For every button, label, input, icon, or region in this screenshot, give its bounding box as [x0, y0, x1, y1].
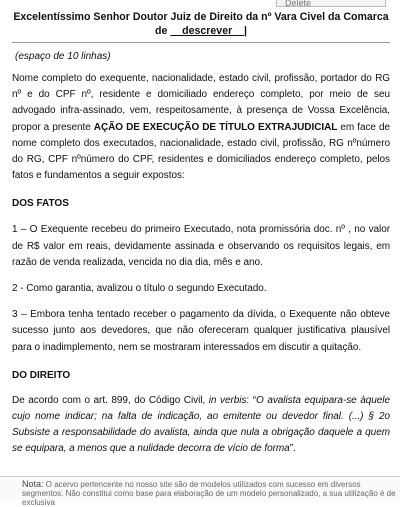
- delete-button[interactable]: Delete: [276, 0, 386, 7]
- intro-text-end: em face de nome completo dos executados, nacionalidade, estado civil, profissão, RG nºnúmero do RG, CPF nºnúmero do CPF, residentes e domiciliados endereço completo, pelos fatos e fundamentos a seguir expostos:: [12, 121, 391, 182]
- intro-paragraph: [12, 71, 390, 184]
- footer-note-text: O acervo pertencente no nosso site são de modelos utilizados com sucesso em diversos segmentos. Não constitui como base para elaboração de um modelo personalizado, a sua utilização é de exclusiva: [22, 480, 396, 507]
- action-title: AÇÃO DE EXECUÇÃO DE TÍTULO EXTRAJUDICIAL: [93, 121, 338, 133]
- space-note: (espaço de 10 linhas): [15, 51, 111, 62]
- heading-pipe: |: [244, 25, 247, 37]
- fact-3-paragraph: 3 – Embora tenha tentado receber o pagamento da dívida, o Exequente não obteve sucesso junto aos devedores, que não ofereceram qualquer justificativa plausível para o inadimplemento, nem se mostraram interessados em discutir a quitação.: [12, 309, 390, 353]
- intro-text-start: Nome completo do exequente, nacionalidade, estado civil, profissão, portador do RG nº e do CPF nº, residente e domiciliado endereço completo, por meio de seu advogado infra-assinado, vem, respeitosamente, à presença de Vossa Excelência, propor a presente: [12, 73, 390, 133]
- document-page: [12, 10, 390, 458]
- law-in-verbis: in verbis: [208, 394, 247, 406]
- section-law-heading: DO DIREITO: [12, 369, 71, 381]
- law-quote-close: ”.: [289, 443, 296, 455]
- footer-note: [0, 476, 400, 507]
- fact-2-paragraph: 2 - Como garantia, avalizou o título o segundo Executado.: [12, 283, 267, 295]
- law-quote-open: : “: [246, 394, 257, 406]
- law-quotation: O avalista equipara-se àquele cujo nome indicar; na falta de indicação, ao emitente ou devedor final. (...) § 2o Subsiste a responsabilidade do avalista, ainda que nula a obrigação daquele a quem se equipara, a menos que a nulidade decorra de vício de forma: [12, 394, 390, 455]
- fact-1-paragraph: 1 – O Exequente recebeu do primeiro Executado, nota promissória doc. nº , no valor de R$ valor em reais, devidamente assinada e observando os requisitos legais, em razão de venda realizada, vencida no dia dia, mês e ano.: [12, 224, 390, 268]
- law-paragraph: [12, 393, 390, 458]
- heading-line: Excelentíssimo Senhor Doutor Juiz de Direito da nº Vara Civel da Comarca de: [13, 11, 389, 37]
- section-facts-heading: DOS FATOS: [12, 198, 69, 210]
- law-text-start: De acordo com o art. 899, do Código Civil,: [12, 394, 209, 406]
- footer-note-label: Nota:: [22, 479, 44, 489]
- document-heading: [12, 10, 390, 43]
- heading-blank: __descrever__: [170, 25, 244, 37]
